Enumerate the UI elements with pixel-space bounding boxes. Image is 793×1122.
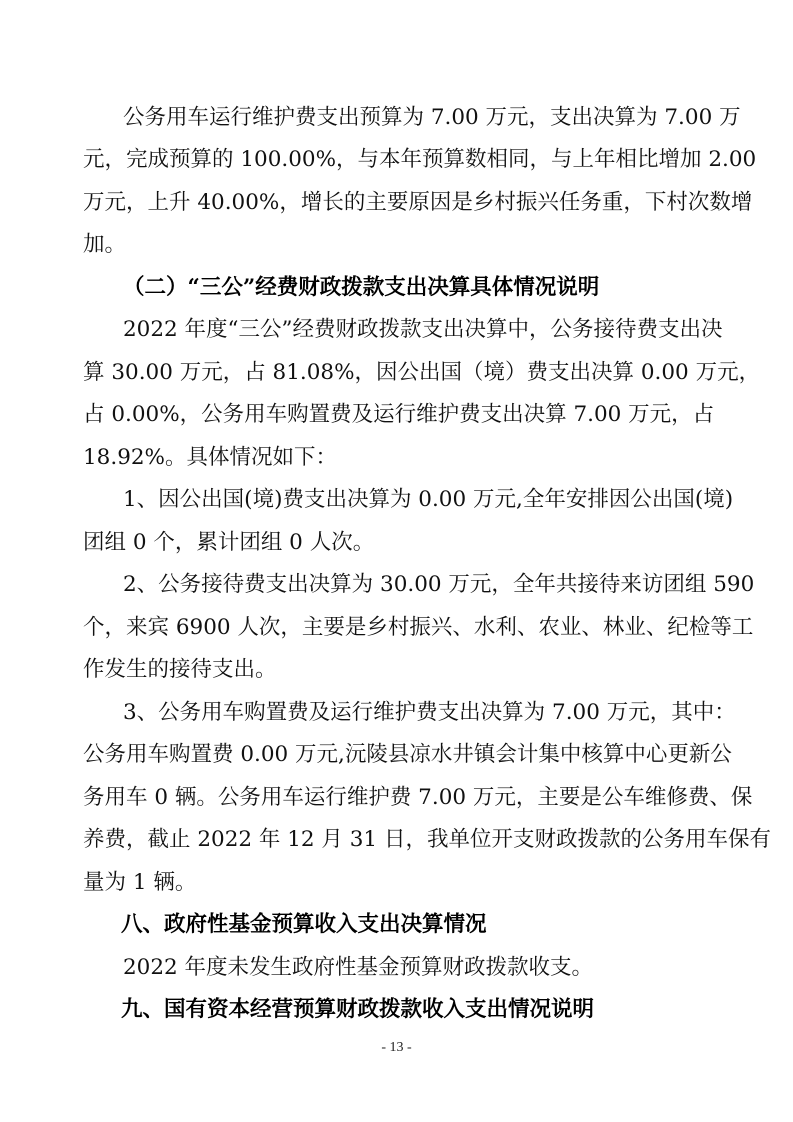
section-heading: 九、国有资本经营预算财政拨款收入支出情况说明 <box>121 997 595 1022</box>
paragraph-line: 务用车 0 辆。公务用车运行维护费 7.00 万元，主要是公车维修费、保 <box>83 785 753 810</box>
paragraph-line: 万元，上升 40.00%，增长的主要原因是乡村振兴任务重，下村次数增 <box>83 190 753 215</box>
paragraph-line: 3、公务用车购置费及运行维护费支出决算为 7.00 万元，其中： <box>123 700 736 725</box>
paragraph-line: 1、因公出国(境)费支出决算为 0.00 万元,全年安排因公出国(境) <box>123 487 734 512</box>
paragraph-line: 元，完成预算的 100.00%，与本年预算数相同，与上年相比增加 2.00 <box>83 147 757 172</box>
paragraph-line: 18.92%。具体情况如下： <box>83 445 337 470</box>
section-subheading: （二）“三公”经费财政拨款支出决算具体情况说明 <box>123 275 600 300</box>
paragraph-line: 加。 <box>83 232 127 257</box>
paragraph-line: 2022 年度未发生政府性基金预算财政拨款收支。 <box>123 955 594 980</box>
paragraph-line: 2022 年度“三公”经费财政拨款支出决算中，公务接待费支出决 <box>123 317 723 342</box>
section-heading: 八、政府性基金预算收入支出决算情况 <box>121 912 487 937</box>
page-number: - 13 - <box>381 1040 412 1055</box>
paragraph-line: 公务用车运行维护费支出预算为 7.00 万元，支出决算为 7.00 万 <box>123 105 741 130</box>
paragraph-line: 作发生的接待支出。 <box>83 657 277 682</box>
paragraph-line: 量为 1 辆。 <box>83 870 197 895</box>
paragraph-line: 团组 0 个，累计团组 0 人次。 <box>83 530 375 555</box>
paragraph-line: 占 0.00%，公务用车购置费及运行维护费支出决算 7.00 万元，占 <box>83 402 715 427</box>
paragraph-line: 养费，截止 2022 年 12 月 31 日，我单位开支财政拨款的公务用车保有 <box>83 827 771 852</box>
paragraph-line: 公务用车购置费 0.00 万元,沅陵县凉水井镇会计集中核算中心更新公 <box>83 742 732 767</box>
paragraph-line: 算 30.00 万元，占 81.08%，因公出国（境）费支出决算 0.00 万元， <box>83 360 761 385</box>
paragraph-line: 个，来宾 6900 人次，主要是乡村振兴、水利、农业、林业、纪检等工 <box>83 615 754 640</box>
paragraph-line: 2、公务接待费支出决算为 30.00 万元，全年共接待来访团组 590 <box>123 572 755 597</box>
